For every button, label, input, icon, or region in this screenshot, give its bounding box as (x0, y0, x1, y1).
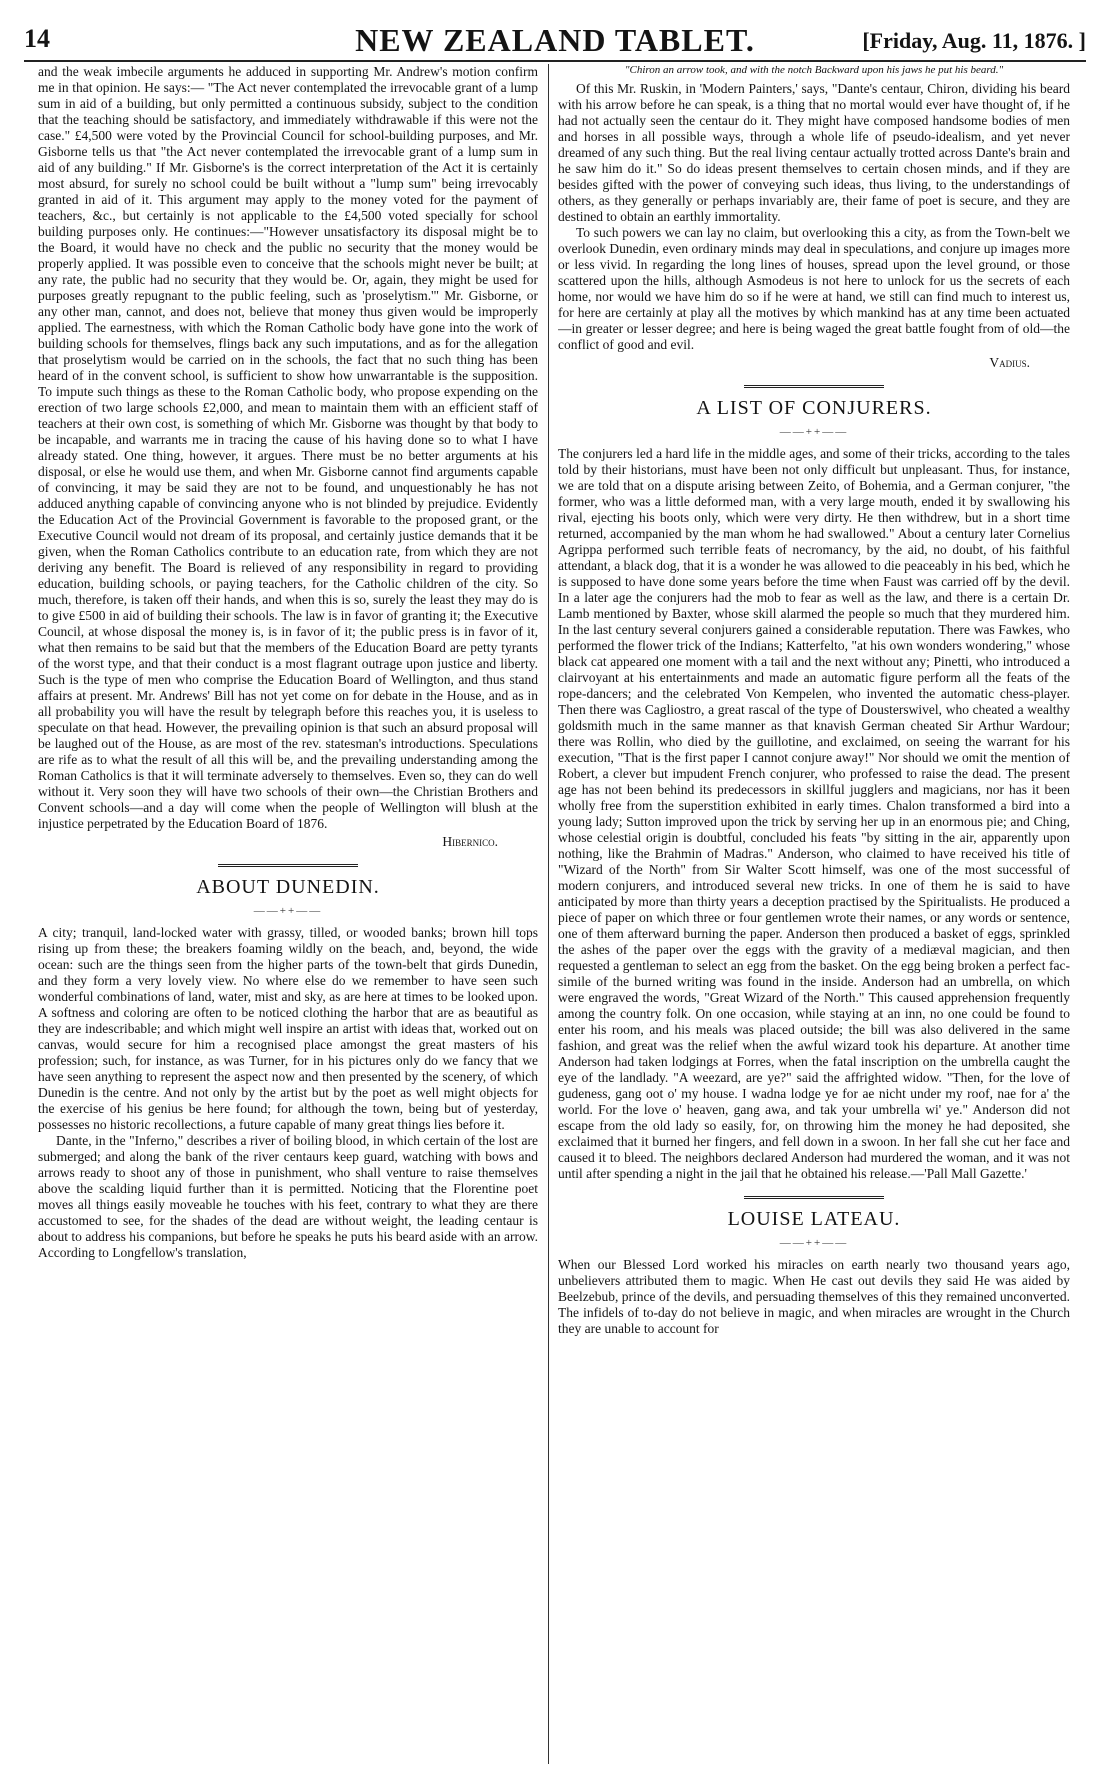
dunedin-paragraph: To such powers we can lay no claim, but overlooking this a city, as from the Town-belt we overlook Dunedin, even ordinary minds may deal in speculations, and conjure up images more or less vivid. In regarding the long lines of houses, spread upon the level ground, or those scattered upon the hills, although Asmodeus is not here to unlock for us the secrets of each home, nor would we have him do so if he were at hand, we still can find much to interest us, for here are certainly at play all the motives by which mankind has at any time been actuated—in greater or lesser degree; and here is being waged the great battle fought from of old—the conflict of good and evil. (558, 225, 1070, 352)
conjurers-heading: A LIST OF CONJURERS. (696, 397, 932, 419)
left-column (38, 64, 538, 1764)
about-dunedin-heading: ABOUT DUNEDIN. (196, 876, 380, 898)
right-column (558, 64, 1070, 1764)
dunedin-paragraph: Of this Mr. Ruskin, in 'Modern Painters,' says, "Dante's centaur, Chiron, dividing his beard with his arrow before he can speak, is a thing that no mortal would ever have thought of, if he had not actually seen the centaur do it. They might have composed handsome bodies of men and horses in all possible ways, through a whole life of pseudo-idealism, and yet never dreamed of any such thing. But the real living centaur actually trotted across Dante's brain and he saw him do it." So do ideas present themselves to certain chosen minds, and if they are besides gifted with the power of conveying such ideas, thus living, to the understandings of others, as they generally or perhaps invariably are, their fame of poet is secure, and they are destined to obtain an earthly immortality. (558, 81, 1070, 224)
newspaper-title: NEW ZEALAND TABLET. (355, 22, 755, 58)
section-rule (744, 1196, 884, 1199)
longfellow-epigraph: "Chiron an arrow took, and with the notch Backward upon his jaws he put his beard." (624, 64, 1004, 76)
lateau-heading: LOUISE LATEAU. (727, 1208, 901, 1230)
hibernico-paragraph: and the weak imbecile arguments he adduced in supporting Mr. Andrew's motion confirm me in that opinion. He says:— "The Act never contemplated the irrevocable grant of a lump sum in aid of a building, but only permitted a continuous subsidy, subject to the condition that the teaching should be satisfactory, and immediately withdrawable if this were not the case." £4,500 were voted by the Provincial Council for school-building purposes, and Mr. Gisborne tells us that "the Act never contemplated the irrevocable grant of a lump sum in aid of any building." If Mr. Gisborne's is the correct interpretation of the Act it is certainly most absurd, for surely no school could be built without a "lump sum" being irrevocably granted in aid of it. This argument may apply to the money voted for the payment of teachers, &c., but certainly is not applicable to the £4,500 voted specially for school building purposes only. He continues:—"However unsatisfactory its disposal might be to the Board, it would have no check and the public no security that the money would be properly applied. It was possible even to conceive that the schools might never be built; at any rate, the public had no security that they would be. Or, again, they might be used for purposes greatly repugnant to the public feeling, such as 'proselytism.'" Mr. Gisborne, or any other man, cannot, and does not, believe that money thus given would be improperly applied. The earnestness, with which the Roman Catholic body have gone into the work of building schools for themselves, flings back any such imputations, and as for the allegation that proselytism would be carried on in the schools, the fact that no such thing has been heard of in the convent school, is sufficient to show how unwarrantable is the supposition. To impute such things as these to the Roman Catholic body, who propose expending on the erection of two large schools £2,000, and mean to maintain them with an efficient staff of teachers at their own cost, is something of which Mr. Gisborne was thought by that body to be incapable, and warrants me in tracing the cause of his having done so to what I have already stated. One thing, however, it argues. There must be no better arguments at his disposal, or else he would use them, and when Mr. Gisborne cannot find arguments capable of convincing, it may be said they are not to be found, and unquestionably he has not adduced anything capable of convincing anyone who is not blinded by prejudice. Evidently the Education Act of the Provincial Government is favorable to the proposed grant, or the Executive Council would not dream of its proposal, and certainly justice demands that it be given, when the Roman Catholics contribute to an education rate, from which they are not deriving any benefit. The Board is relieved of any responsibility in regard to providing education, building schools, or paying teachers, for the Catholic children of the city. So much, therefore, is taken off their hands, and when this is so, surely the least they may do is to give £500 in aid of building their schools. The law is in favor of granting it; the Executive Council, at whose disposal the money is, is in favor of it; the public press is in favor of it, what then remains to be said but that the members of the Education Board are petty tyrants of the worst type, and that their conduct is a most flagrant outrage upon justice and liberty. Such is the type of men who comprise the Education Board of Wellington, and thus stand affairs at present. Mr. Andrews' Bill has not yet come on for debate in the House, and as in all probability you will have the result by telegraph before this reaches you, it is useless to speculate on that head. However, the prevailing opinion is that such an absurd proposal will be laughed out of the House, as are most of the rev. statesman's introductions. Speculations are rife as to what the result of all this will be, and the prevailing understanding among the Roman Catholics is that it will terminate adversely to themselves. Even so, they can do well without it. Very soon they will have two schools of their own—the Christian Brothers and Convent schools—and a day will come when the people of Wellington will blush at the injustice perpetrated by the Education Board of 1876. (38, 64, 538, 831)
about-dunedin-continued (558, 64, 1070, 371)
lateau-article (558, 1207, 1070, 1337)
conjurers-article (558, 396, 1070, 1182)
masthead (24, 20, 1086, 62)
section-rule (218, 864, 358, 867)
lateau-paragraph: When our Blessed Lord worked his miracles on earth nearly two thousand years ago, unbelievers attributed them to magic. When He cast out devils they said He was aided by Beelzebub, prince of the devils, and persuading themselves of this they remained unconverted. The infidels of to-day do not believe in magic, and when miracles are wrought in the Church they are unable to account for (558, 1257, 1070, 1336)
dunedin-paragraph: A city; tranquil, land-locked water with grassy, tilled, or wooded banks; brown hill tops rising up from these; the breakers foaming wildly on the beach, and, beyond, the wide ocean: such are the things seen from the higher parts of the town-belt that girds Dunedin, and they form a very lovely view. No where else do we remember to have seen such wonderful combinations of land, water, mist and sky, as are here at times to be looked upon. A softness and coloring are often to be noticed clothing the harbor that are as beautiful as they are indescribable; and which might well inspire an artist with ideas that, worked out on canvas, would secure for him a recognised place amongst the great masters of his profession; such, for instance, as was Turner, for in his pictures only do we fancy that we have seen anything to represent the aspect now and then presented by the scenery, of which Dunedin is the centre. And not only by the artist but by the poet as well might objects for the exercise of his genius be here found; for although the town, being but of yesterday, possesses no historic recollections, a future capable of many great things lies before it. (38, 925, 538, 1132)
ornament: ——++—— (779, 1237, 849, 1249)
dunedin-paragraph: Dante, in the "Inferno," describes a river of boiling blood, in which certain of the lost are submerged; and along the bank of the river centaurs keep guard, watching with bows and arrows ready to shoot any of those in punishment, who shall venture to raise themselves above the scalding liquid further than it is permitted. Noticing that the Florentine poet moves all things easily moveable he touches with his feet, contrary to what they are there accustomed to see, for the shades of the dead are without weight, the leading centaur is about to address his companions, but before he speaks he puts his beard aside with an arrow. According to Longfellow's translation, (38, 1133, 538, 1260)
hibernico-letter (38, 64, 538, 850)
issue-date: [Friday, Aug. 11, 1876. ] (862, 28, 1086, 53)
vadius-signature: Vadius. (989, 355, 1030, 370)
page-number: 14 (24, 24, 50, 53)
section-rule (744, 385, 884, 388)
hibernico-signature: Hibernico. (442, 834, 498, 849)
about-dunedin-article (38, 875, 538, 1261)
ornament: ——++—— (253, 905, 323, 917)
column-divider (548, 64, 549, 1764)
ornament: ——++—— (779, 426, 849, 438)
conjurers-paragraph: The conjurers led a hard life in the middle ages, and some of their tricks, according to the tales told by their historians, must have been not only difficult but unpleasant. Thus, for instance, we are told that on a dispute arising between Zeito, of Bohemia, and a German conjurer, "the former, who was a little deformed man, with a very large mouth, ended it by swallowing his rival, ejecting his boots only, which were very dirty. He then withdrew, but in a short time returned, accompanied by the man whom he had swallowed." About a century later Cornelius Agrippa performed such terrible feats of necromancy, by the aid, no doubt, of his faithful attendant, a black dog, that it is a wonder he was allowed to die peaceably in his bed, which he is supposed to have done some years before the time when Faust was carried off by the devil. In a later age the conjurers had the mob to fear as well as the law, and there is a certain Dr. Lamb mentioned by Baxter, whose skill alarmed the people so much that they murdered him. In the last century several conjurers gained a considerable reputation. There was Fawkes, who performed the flower trick of the Indians; Katterfelto, "at his own wonders wondering," whose black cat appeared one moment with a tail and the next without any; Pinetti, who introduced a clairvoyant at his entertainments and made an automatic figure perform all the feats of the rope-dancers; and the celebrated Von Kempelen, who invented the automatic chess-player. Then there was Cagliostro, a great rascal of the type of Dousterswivel, who cheated a wealthy goldsmith much in the same manner as that knavish German cheated Sir Arthur Wardour; there was Rollin, who died by the guillotine, and exclaimed, on seeing the warrant for his execution, "That is the first paper I cannot conjure away!" Nor should we omit the mention of Robert, a clever but impudent French conjurer, who professed to raise the dead. The present age has not been behind its predecessors in skillful jugglers and magicians, nor has it been wholly free from the superstition exhibited in early times. Chalon transformed a bird into a young lady; Sutton improved upon the trick by serving her up in an enormous pie; and Ching, whose celestial origin is doubtful, concluded his feats "by sitting in the air, apparently upon nothing, like the Brahmin of Madras." Anderson, who claimed to have received his title of "Wizard of the North" from Sir Walter Scott himself, was one of the most successful of modern conjurers, and introduced several new tricks. In one of them he is said to have anticipated by more than thirty years a deception practised by the Spiritualists. He produced a piece of paper on which three or four gentlemen wrote their names, or any words or sentence, one of them afterward burning the paper. Anderson then produced a basket of eggs, sprinkled the ashes of the paper over the eggs with the gravity of a mediæval magician, and then requested a gentleman to select an egg from the basket. On the egg being broken a perfect fac-simile of the burned writing was found in the inside. Anderson had an umbrella, on which were engraved the words, "Great Wizard of the North." This caused apprehension frequently among the country folk. On one occasion, while staying at an inn, no one could be found to enter his room, and his meals was placed outside; the bill was also delivered in the same fashion, and great was the relief when the awful wizard took his departure. At another time Anderson had taken lodgings at Forres, when the fatal inscription on the umbrella caught the eye of the landlady. "A weezard, are ye?" said the affrighted widow. "Then, for the love of gudeness, gang oot o' my house. I wadna lodge ye for ae nicht under my roof, nae for a' the world. For the love o' heaven, gang awa, and tak your umbrella wi' ye." Anderson did not escape from the old lady so easily, for, on throwing him the money he had deposited, she exclaimed that it burned her fingers, and fell down in a swoon. In her fall she cut her face and caused it to bleed. The neighbors declared Anderson had murdered the woman, and it was not until after spending a night in the jail that he obtained his release.—'Pall Mall Gazette.' (558, 446, 1070, 1181)
